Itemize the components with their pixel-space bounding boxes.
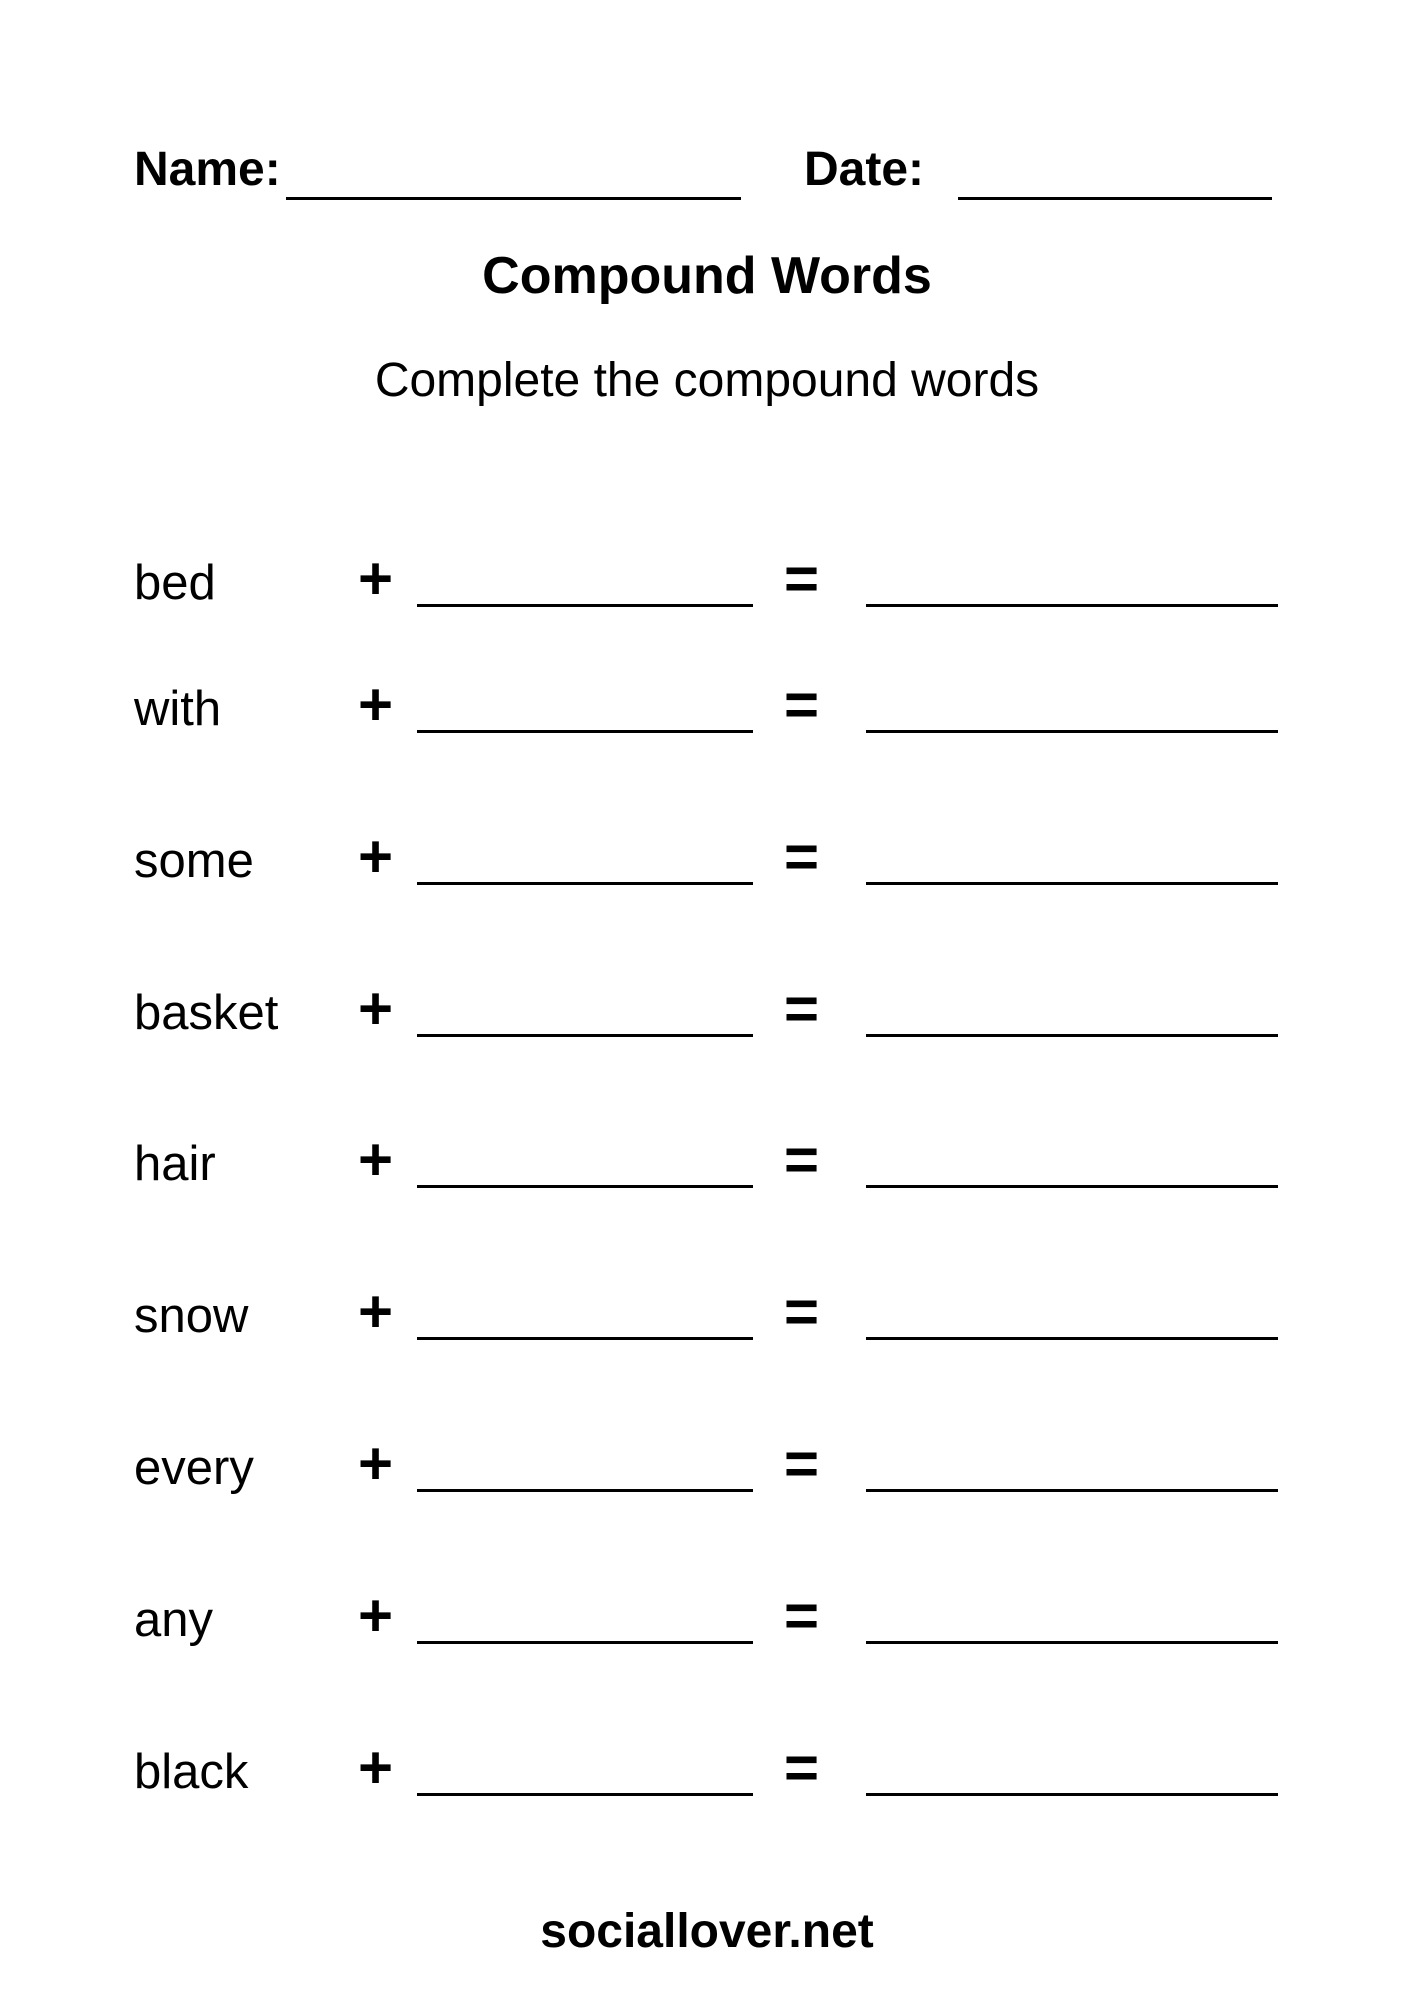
- second-word-blank[interactable]: [417, 1034, 753, 1037]
- name-label: Name:: [134, 143, 281, 196]
- plus-sign: +: [358, 1734, 394, 1801]
- page-title: Compound Words: [482, 247, 932, 305]
- second-word-blank[interactable]: [417, 604, 753, 607]
- equals-sign: =: [784, 1126, 820, 1193]
- second-word-blank[interactable]: [417, 730, 753, 733]
- exercise-row-4: [134, 975, 1280, 1058]
- exercise-row-7: [134, 1430, 1280, 1513]
- second-word-blank[interactable]: [417, 1793, 753, 1796]
- equals-sign: =: [784, 1582, 820, 1649]
- exercise-row-5: [134, 1126, 1280, 1209]
- base-word: every: [134, 1441, 254, 1495]
- plus-sign: +: [358, 1126, 394, 1193]
- plus-sign: +: [358, 975, 394, 1042]
- plus-sign: +: [358, 671, 394, 738]
- compound-word-blank[interactable]: [866, 1489, 1278, 1492]
- base-word: hair: [134, 1137, 216, 1191]
- equals-sign: =: [784, 671, 820, 738]
- plus-sign: +: [358, 1278, 394, 1345]
- compound-word-blank[interactable]: [866, 730, 1278, 733]
- equals-sign: =: [784, 1430, 820, 1497]
- second-word-blank[interactable]: [417, 1641, 753, 1644]
- base-word: some: [134, 834, 254, 888]
- instructions: Complete the compound words: [374, 354, 1040, 407]
- compound-word-blank[interactable]: [866, 1337, 1278, 1340]
- plus-sign: +: [358, 1582, 394, 1649]
- exercise-row-8: [134, 1582, 1280, 1665]
- compound-word-blank[interactable]: [866, 882, 1278, 885]
- second-word-blank[interactable]: [417, 1337, 753, 1340]
- compound-word-blank[interactable]: [866, 1034, 1278, 1037]
- base-word: black: [134, 1745, 249, 1799]
- equals-sign: =: [784, 1278, 820, 1345]
- exercise-row-3: [134, 823, 1280, 906]
- plus-sign: +: [358, 545, 394, 612]
- base-word: bed: [134, 556, 216, 610]
- base-word: basket: [134, 986, 279, 1040]
- equals-sign: =: [784, 823, 820, 890]
- base-word: with: [134, 682, 222, 736]
- exercise-row-6: [134, 1278, 1280, 1361]
- exercise-row-2: [134, 671, 1280, 754]
- base-word: any: [134, 1593, 214, 1647]
- equals-sign: =: [784, 1734, 820, 1801]
- plus-sign: +: [358, 823, 394, 890]
- equals-sign: =: [784, 545, 820, 612]
- exercise-row-1: [134, 545, 1280, 628]
- equals-sign: =: [784, 975, 820, 1042]
- footer-site-name: sociallover.net: [540, 1905, 874, 1958]
- base-word: snow: [134, 1289, 249, 1343]
- plus-sign: +: [358, 1430, 394, 1497]
- compound-word-blank[interactable]: [866, 604, 1278, 607]
- compound-word-blank[interactable]: [866, 1185, 1278, 1188]
- exercise-row-9: [134, 1734, 1280, 1817]
- date-label: Date:: [804, 143, 925, 196]
- compound-word-blank[interactable]: [866, 1641, 1278, 1644]
- compound-word-blank[interactable]: [866, 1793, 1278, 1796]
- second-word-blank[interactable]: [417, 1489, 753, 1492]
- second-word-blank[interactable]: [417, 1185, 753, 1188]
- second-word-blank[interactable]: [417, 882, 753, 885]
